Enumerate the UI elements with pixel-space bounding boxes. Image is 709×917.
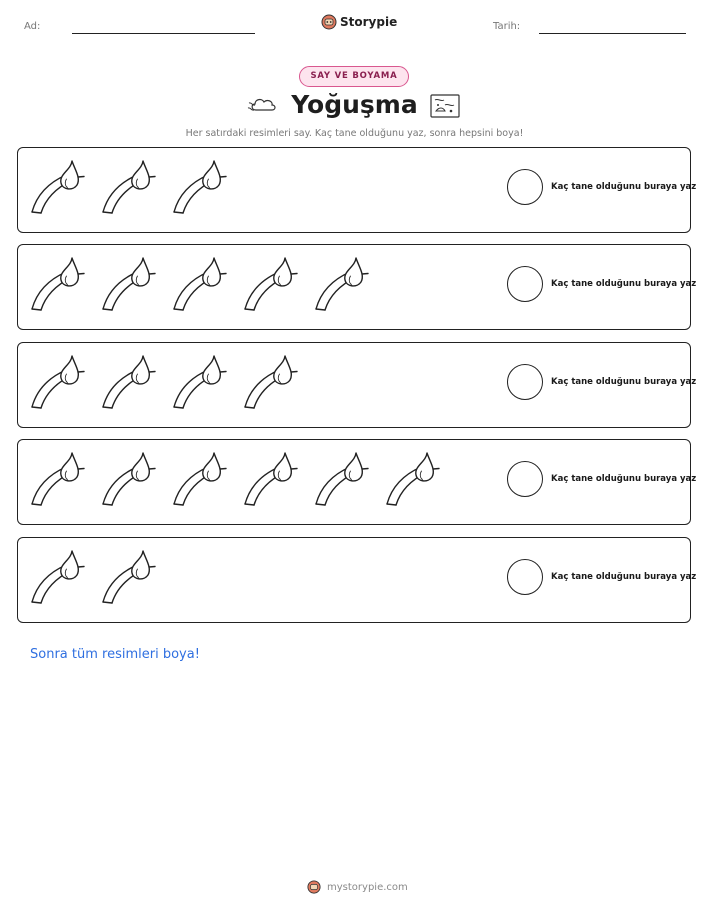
picture-group xyxy=(28,353,312,419)
counting-row xyxy=(17,147,697,233)
water-droplet-icon xyxy=(28,158,99,224)
brand-logo xyxy=(321,14,397,30)
answer-circle[interactable] xyxy=(507,559,543,595)
answer-circle[interactable] xyxy=(507,169,543,205)
footer-site xyxy=(307,880,408,894)
water-droplet-icon xyxy=(28,548,99,614)
counting-row xyxy=(17,537,697,623)
storypie-mascot-icon xyxy=(307,880,321,894)
water-droplet-icon xyxy=(99,353,170,419)
counting-row xyxy=(17,342,697,428)
picture-group xyxy=(28,158,241,224)
name-label: Ad: xyxy=(24,21,41,32)
water-droplet-icon xyxy=(170,255,241,321)
water-droplet-icon xyxy=(170,353,241,419)
activity-badge: SAY VE BOYAMA xyxy=(299,66,409,87)
date-label: Tarih: xyxy=(493,21,521,32)
answer-circle[interactable] xyxy=(507,364,543,400)
answer-label: Kaç tane olduğunu buraya yaz xyxy=(551,377,697,387)
answer-circle[interactable] xyxy=(507,461,543,497)
footer-note: Sonra tüm resimleri boya! xyxy=(30,647,200,662)
picture-group xyxy=(28,255,383,321)
water-droplet-icon xyxy=(99,548,170,614)
answer-label: Kaç tane olduğunu buraya yaz xyxy=(551,279,697,289)
water-droplet-icon xyxy=(241,353,312,419)
picture-group xyxy=(28,450,454,516)
water-droplet-icon xyxy=(241,255,312,321)
water-droplet-icon xyxy=(383,450,454,516)
water-droplet-icon xyxy=(241,450,312,516)
name-line[interactable] xyxy=(72,33,255,34)
water-droplet-icon xyxy=(28,450,99,516)
answer-label: Kaç tane olduğunu buraya yaz xyxy=(551,474,697,484)
water-droplet-icon xyxy=(99,450,170,516)
site-url: mystorypie.com xyxy=(327,881,408,893)
answer-circle[interactable] xyxy=(507,266,543,302)
water-droplet-icon xyxy=(99,255,170,321)
picture-group xyxy=(28,548,170,614)
counting-row xyxy=(17,439,697,525)
water-droplet-icon xyxy=(312,450,383,516)
water-droplet-icon xyxy=(99,158,170,224)
water-droplet-icon xyxy=(170,450,241,516)
answer-label: Kaç tane olduğunu buraya yaz xyxy=(551,182,697,192)
water-droplet-icon xyxy=(28,353,99,419)
water-droplet-icon xyxy=(170,158,241,224)
condensation-window-icon xyxy=(430,94,460,118)
brand-name: Storypie xyxy=(340,15,398,29)
answer-label: Kaç tane olduğunu buraya yaz xyxy=(551,572,697,582)
instructions: Her satırdaki resimleri say. Kaç tane olduğunu yaz, sonra hepsini boya! xyxy=(185,128,524,139)
title-area xyxy=(0,90,709,119)
page-title: Yoğuşma xyxy=(291,90,418,119)
water-droplet-icon xyxy=(28,255,99,321)
date-line[interactable] xyxy=(539,33,686,34)
water-droplet-icon xyxy=(312,255,383,321)
storypie-mascot-icon xyxy=(321,14,337,30)
steam-cloud-icon xyxy=(247,94,279,116)
counting-row xyxy=(17,244,697,330)
